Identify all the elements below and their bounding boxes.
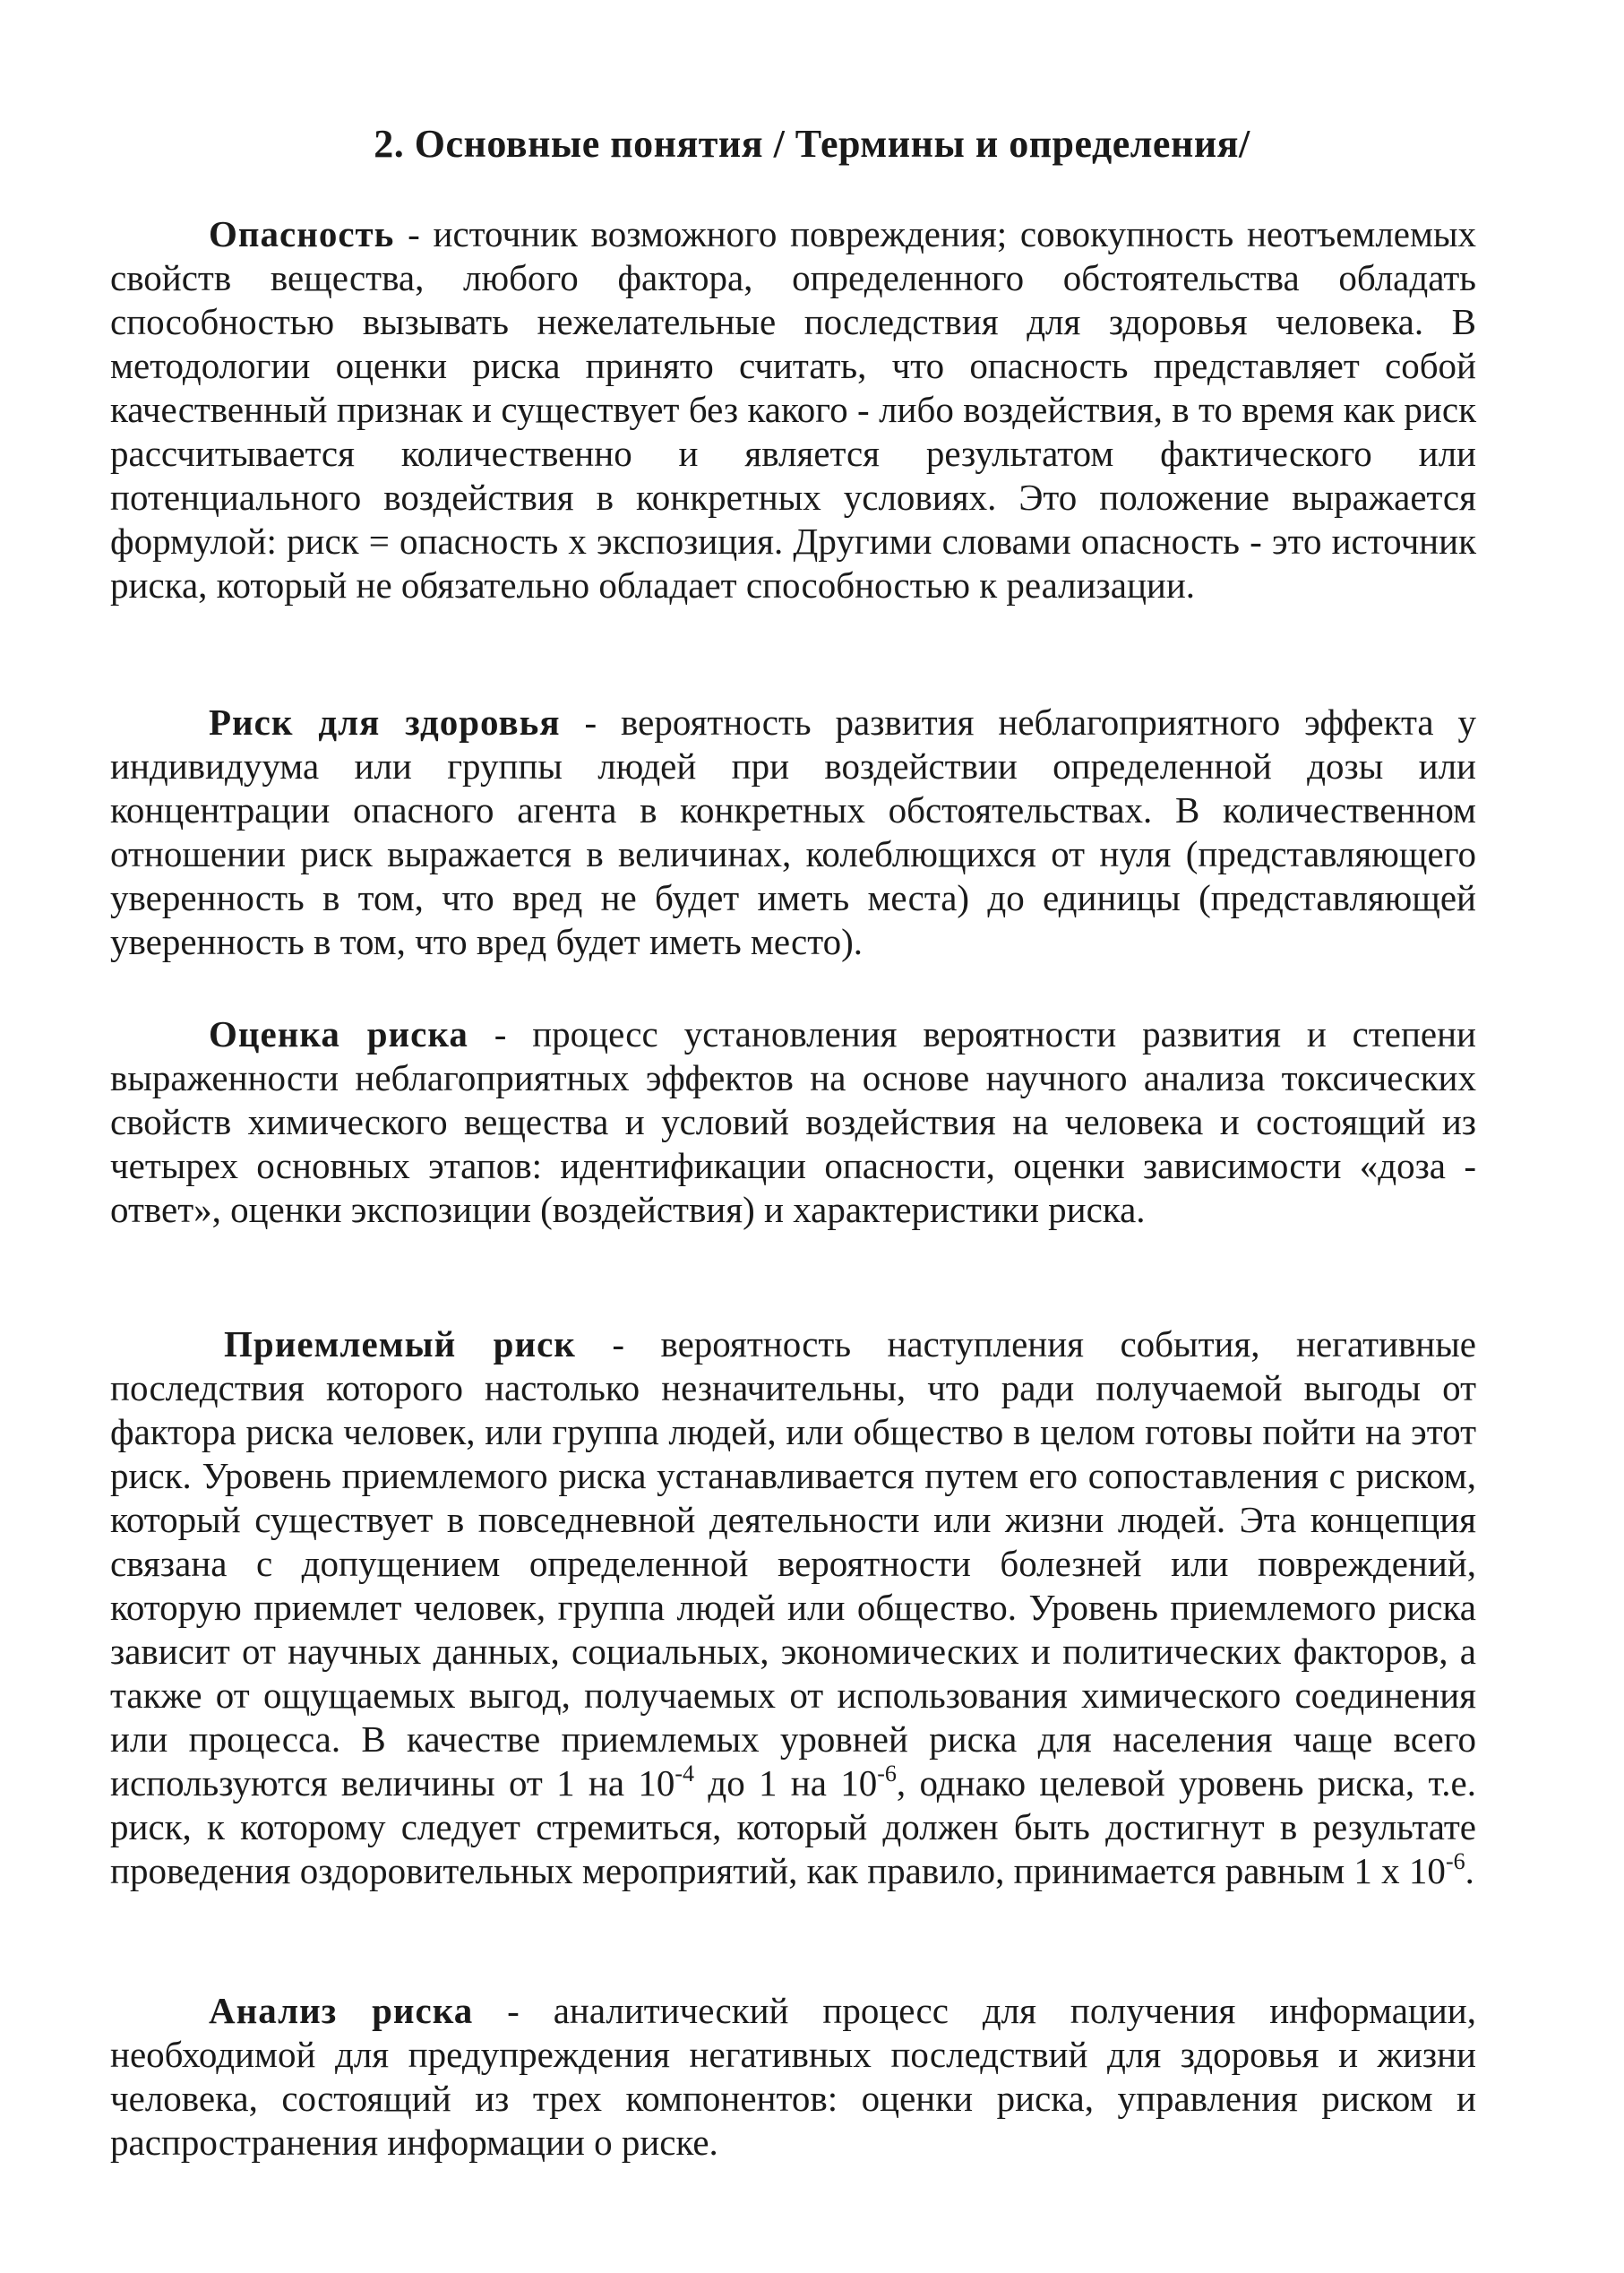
definition-paragraph	[110, 212, 1476, 607]
definition-paragraph	[110, 701, 1476, 964]
definition-paragraph	[110, 1012, 1476, 1232]
definition-text: - процесс установления вероятности развития и степени выраженности неблагоприятных эффектов на основе научного анализа токсических свойств химического вещества и условий воздействия на человека и состоящий из четырех основных этапов: идентификации опасности, оценки зависимости «доза - ответ», оценки экспозиции (воздействия) и характеристики риска.	[110, 1013, 1476, 1230]
definition-term: Опасность	[209, 213, 395, 254]
definition-text: - источник возможного повреждения; совокупность неотъемлемых свойств вещества, любого фактора, определенного обстоятельства обладать способностью вызывать нежелательные последствия для здоровья человека. В методологии оценки риска принято считать, что опасность представляет собой качественный признак и существует без какого - либо воздействия, в то время как риск рассчитывается количественно и является результатом фактического или потенциального воздействия в конкретных условиях. Это положение выражается формулой: риск = опасность х экспозиция. Другими словами опасность - это источник риска, который не обязательно обладает способностью к реализации.	[110, 213, 1476, 606]
definition-text: .	[1465, 1850, 1474, 1891]
definition-paragraph	[110, 1989, 1476, 2165]
exponent: -4	[675, 1761, 695, 1787]
definition-paragraph	[110, 1322, 1476, 1893]
exponent: -6	[877, 1761, 897, 1787]
definition-term: Анализ риска	[209, 1990, 474, 2031]
definition-text: до 1 на 10	[694, 1762, 878, 1804]
exponent: -6	[1445, 1848, 1465, 1874]
definition-text: , однако целевой уровень риска, т.е. риск, к которому следует стремиться, который должен быть достигнут в результате проведения оздоровительных мероприятий, как правило, принимается равным 1 х 10	[110, 1762, 1476, 1891]
definition-text: - вероятность наступления события, негативные последствия которого настолько незначительны, что ради получаемой выгоды от фактора риска человек, или группа людей, или общество в целом готовы пойти на этот риск. Уровень приемлемого риска устанавливается путем его сопоставления с риском, который существует в повседневной деятельности или жизни людей. Эта концепция связана с допущением определенной вероятности болезней или повреждений, которую приемлет человек, группа людей или общество. Уровень приемлемого риска зависит от научных данных, социальных, экономических и политических факторов, а также от ощущаемых выгод, получаемых от использования химического соединения или процесса. В качестве приемлемых уровней риска для населения чаще всего используются величины от 1 на 10	[110, 1323, 1476, 1804]
definition-term: Оценка риска	[209, 1013, 468, 1055]
definition-term: Приемлемый риск	[224, 1323, 576, 1365]
page-title: 2. Основные понятия / Термины и определения/	[374, 122, 1250, 166]
definition-text: - вероятность развития неблагоприятного эффекта у индивидуума или группы людей при воздействии определенной дозы или концентрации опасного агента в конкретных обстоятельствах. В количественном отношении риск выражается в величинах, колеблющихся от нуля (представляющего уверенность в том, что вред не будет иметь места) до единицы (представляющей уверенность в том, что вред будет иметь место).	[110, 702, 1476, 962]
definition-text: - аналитический процесс для получения информации, необходимой для предупреждения негативных последствий для здоровья и жизни человека, состоящий из трех компонентов: оценки риска, управления риском и распространения информации о риске.	[110, 1990, 1476, 2163]
definition-term: Риск для здоровья	[209, 702, 561, 743]
